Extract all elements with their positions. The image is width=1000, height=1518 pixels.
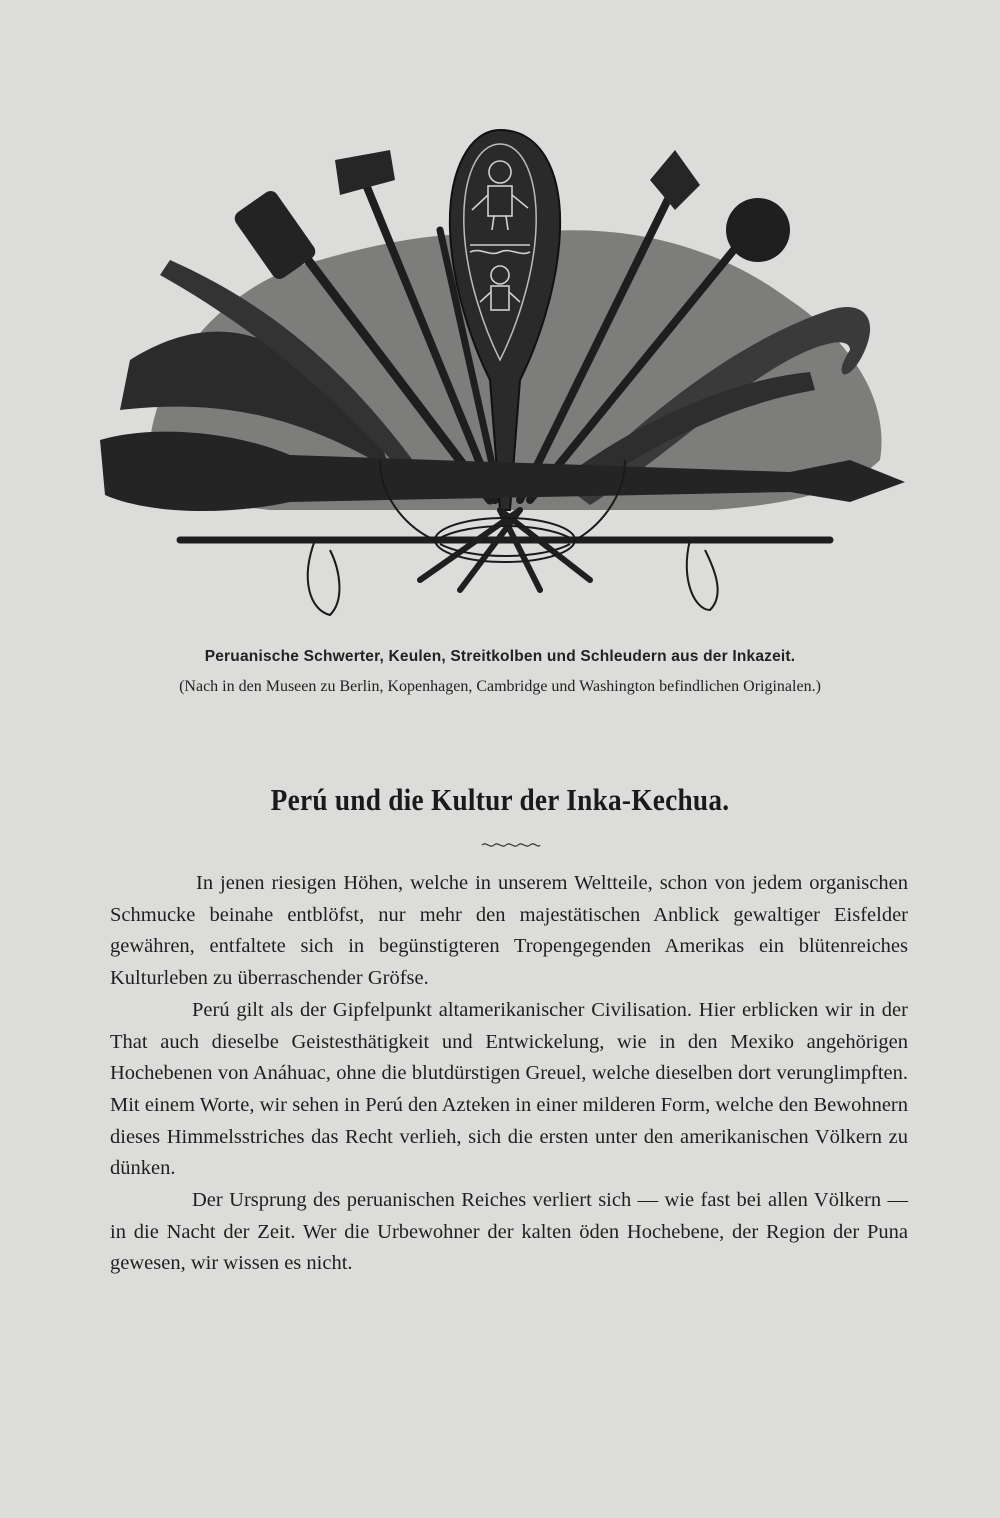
paragraph-2: Perú gilt als der Gipfelpunkt altamerikanischer Civilisation. Hier erblicken wir in der That auch dieselbe Geistesthätigkeit und Entwickelung, wie in den Mexiko angehörigen Hochebenen von Anáhuac, ohne die blutdürstigen Greuel, welche dieselben dort verunglimpften. Mit einem Worte, wir sehen in Perú den Azteken in einer milderen Form, welche den Bewohnern dieses Himmelsstriches das Recht verlieh, sich die ersten unter den amerikanischen Völkern zu dünken. xyxy=(110,998,908,1180)
figure-caption: Peruanische Schwerter, Keulen, Streitkolben und Schleudern aus der Inkazeit. xyxy=(204,648,796,665)
title-flourish-icon xyxy=(480,840,542,850)
chapter-title: Perú und die Kultur der Inka-Kechua. xyxy=(270,782,730,817)
weapons-illustration xyxy=(90,110,920,640)
figure-source-note: (Nach in den Museen zu Berlin, Kopenhagen, Cambridge und Washington befindlichen Originalen.) xyxy=(179,678,821,695)
paragraph-1: In jenen riesigen Höhen, welche in unserem Weltteile, schon von jedem organischen Schmucke beinahe entblöfst, nur mehr den majestätischen Anblick gewaltiger Eisfelder gewähren, entfaltete sich in begünstigteren Tropengegenden Amerikas ein blütenreiches Kulturleben zu überraschender Gröfse. xyxy=(110,872,908,990)
article-body xyxy=(110,868,908,1280)
paragraph-3: Der Ursprung des peruanischen Reiches verliert sich — wie fast bei allen Völkern — in die Nacht der Zeit. Wer die Urbewohner der kalten öden Hochebene, der Region der Puna gewesen, wir wissen es nicht. xyxy=(110,1189,908,1275)
